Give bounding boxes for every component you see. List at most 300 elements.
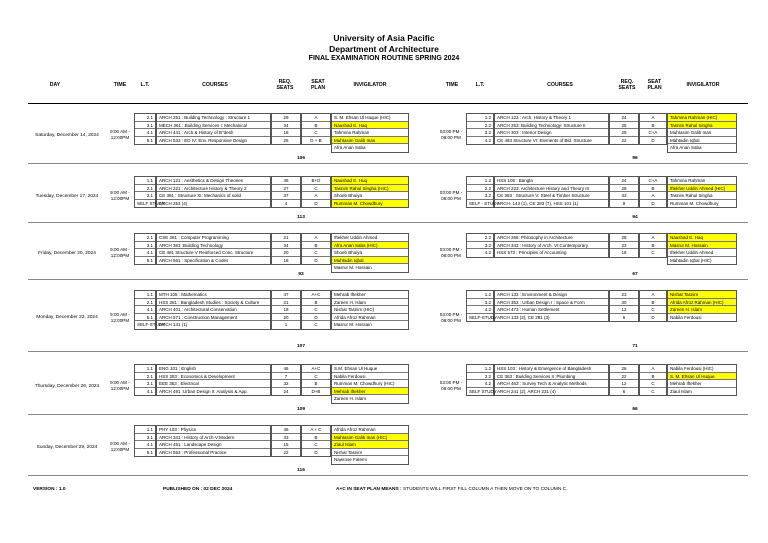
pm-seats-list-item: 23 — [610, 242, 638, 250]
pm-total-seats: 67 — [632, 272, 638, 277]
pm-seats-list-item: 30 — [610, 299, 638, 307]
pm-total-seats: 66 — [632, 407, 638, 412]
am-course-list-item: MTH 105 : Mathematics — [157, 291, 270, 299]
am-total-seats: 93 — [298, 272, 304, 277]
day-label: Tuesday, December 17, 2024 — [35, 193, 99, 199]
pm-seats-list-item: 6 — [622, 388, 626, 394]
pm-seats-list-item: 6 — [622, 314, 626, 320]
pm-plan-list — [639, 364, 667, 396]
am-seats-list — [271, 113, 301, 145]
am-total-seats: 116 — [297, 468, 305, 473]
pm-seats-list — [609, 364, 639, 396]
pm-plan-list — [639, 290, 667, 322]
pm-time-label: 03:00 PM - 06:00 PM — [439, 380, 463, 391]
am-invigilator-list-item: S. M. Ehsan Ul Haque (HIC) — [332, 114, 408, 122]
am-invigilator-list — [331, 425, 409, 465]
seat-plan-note-text: STUDENTS WILL FIRST FILL COLUMN A THEN MOVE ON TO COLUMN C. — [401, 487, 568, 492]
am-plan-list — [301, 233, 331, 265]
am-invigilator-list-item: Zareen H. Islam — [334, 396, 367, 402]
am-total-seats: 113 — [297, 215, 305, 220]
pm-seats-list-item: 28 — [610, 185, 638, 193]
published-label: PUBLISHED ON : 02 DEC 2024 — [163, 487, 233, 492]
am-seats-list-item: 18 — [272, 306, 300, 314]
am-course-list-item: ARCH 253 (4) — [159, 200, 188, 206]
am-seats-list-item: 27 — [272, 185, 300, 193]
pm-invigilator-list-item: Nabila Ferdousi (HIC) — [668, 365, 736, 373]
pm-seats-list-item: 22 — [621, 137, 627, 143]
am-lt-list-item: 4.1 — [146, 388, 153, 394]
am-seats-list-item: 18 — [272, 129, 300, 137]
am-invigilator-list-item: Rumman M. Chowdhury — [332, 200, 408, 208]
am-seats-list-item: 34 — [272, 122, 300, 130]
am-time-label: 9:00 AM - 12:00PM — [110, 247, 130, 258]
am-lt-list — [134, 113, 156, 145]
pm-invigilator-list-item: Nishat Tasnim — [668, 291, 736, 299]
am-invigilator-list-item: Nishat Tasnim — [332, 449, 408, 457]
pm-seats-list — [609, 290, 639, 322]
am-course-list-item: CE 481 Structure V Reinforced Conc. Structure — [157, 249, 270, 257]
am-plan-list-item: C — [314, 322, 318, 328]
pm-course-list-item: HSS 105 : Bangla — [495, 177, 608, 185]
am-total-seats: 107 — [296, 344, 305, 349]
am-course-list — [156, 290, 271, 330]
am-course-list — [156, 176, 271, 208]
pm-seats-list-item: 28 — [610, 234, 638, 242]
am-plan-list-item: A — [302, 234, 330, 242]
pm-seats-list-item: 24 — [610, 114, 638, 122]
am-course-list-item: ARCH 561 : Specification & Codes — [159, 257, 229, 263]
am-invigilator-list — [331, 176, 409, 208]
am-course-list-item: CSE 281 : Computer Programming — [157, 234, 270, 242]
am-lt-list-item: 3.1 — [135, 242, 155, 250]
day-divider — [28, 222, 748, 223]
pm-seats-list-item: 12 — [610, 306, 638, 314]
am-course-list — [156, 364, 271, 396]
pm-plan-list-item: B — [640, 122, 666, 130]
pm-invigilator-list-item: Tahmina Rahman (HIC) — [668, 114, 736, 122]
am-plan-list — [301, 290, 331, 330]
am-total-seats: 109 — [296, 407, 305, 412]
am-seats-list-item: 20 — [272, 314, 300, 322]
pm-lt-list-item: 2.2 — [467, 234, 493, 242]
pm-invigilator-list-item: Mehrab Iftekher — [668, 380, 736, 388]
am-plan-list-item: D — [314, 449, 318, 455]
am-time-label: 9:00 AM - 12:00PM — [110, 190, 130, 201]
pm-lt-list-item: 3.2 — [467, 242, 493, 250]
pm-course-list — [494, 290, 609, 322]
am-lt-list-item: 5.1 — [146, 137, 153, 143]
am-invigilator-list — [331, 113, 409, 153]
am-seats-list-item: 25 — [283, 137, 289, 143]
am-seats-list-item: 1 — [284, 322, 288, 328]
university-name: University of Asia Pacific — [333, 33, 435, 43]
header-invigilator: INVIGILATOR — [353, 82, 387, 89]
pm-course-list-item: ARCH- 143 (1), CE 283 (7), HSS 101 (1) — [497, 200, 579, 206]
pm-time-label: 03:00 PM - 06:00 PM — [439, 129, 463, 140]
am-lt-list-item: 2.1 — [135, 234, 155, 242]
am-plan-list-item: D+B — [311, 388, 321, 394]
pm-plan-list-item: B — [640, 299, 666, 307]
am-course-list-item: ARCH 401 : Architectural Conservation — [157, 306, 270, 314]
am-invigilator-list-item: Mehrab Iftekher — [332, 388, 408, 396]
routine-title: FINAL EXAMINATION ROUTINE SPRING 2024 — [308, 55, 460, 62]
pm-plan-list-item: C — [640, 306, 666, 314]
pm-course-list-item: ARCH 303 : Interior Design — [495, 129, 608, 137]
department-name: Department of Architecture — [329, 44, 439, 54]
pm-seats-list-item: 25 — [610, 129, 638, 137]
header-req-seats-pm: REQ. SEATS — [618, 79, 636, 91]
am-invigilator-list-item: Afra Anan Saba (HIC) — [332, 242, 408, 250]
pm-plan-list-item: B — [640, 185, 666, 193]
pm-lt-list — [466, 113, 494, 145]
day-label: Monday, December 23, 2024 — [36, 315, 98, 320]
pm-plan-list-item: B — [640, 242, 666, 250]
am-invigilator-list-item: Shoeb Bhuiya — [332, 192, 408, 200]
am-course-list — [156, 425, 271, 457]
am-plan-list-item: B — [302, 122, 330, 130]
day-divider — [28, 279, 748, 280]
pm-plan-list-item: C+A — [640, 129, 666, 137]
am-invigilator-list-item: Naushad E. Huq — [332, 177, 408, 185]
pm-time-label: 03:00 PM - 06:00 PM — [439, 311, 463, 323]
pm-plan-list-item: B — [640, 373, 666, 381]
am-course-list-item: ARCH 451 : Landscape Design — [157, 441, 270, 449]
am-course-list-item: EEE 363 : Electrical — [157, 380, 270, 388]
pm-plan-list-item: D — [651, 137, 655, 143]
am-invigilator-list-item: Masrur M. Hossain — [334, 322, 372, 328]
pm-invigilator-list-item: Afrida Afroz Rahman (HIC) — [668, 299, 736, 307]
am-invigilator-list-item: Muhtasim Galib Inan (HIC) — [332, 434, 408, 442]
am-plan-list — [301, 113, 331, 145]
header-seat-plan-pm: SEAT PLAN — [647, 79, 662, 91]
pm-lt-list-item: 3.2 — [467, 192, 493, 200]
am-lt-list-item: 1.1 — [135, 365, 155, 373]
pm-course-list-item: ARCH 241 (2), ARCH 231 (4) — [497, 388, 556, 394]
pm-seats-list — [609, 113, 639, 145]
day-label: Friday, December 20, 2024 — [38, 250, 96, 256]
header-lt-pm: L.T. — [475, 82, 485, 89]
am-invigilator-list-item: Afrida Afroz Rahman — [332, 426, 408, 434]
am-lt-list-item: 2.1 — [135, 373, 155, 381]
am-time-label: 9:00 AM - 12:00PM — [110, 311, 130, 323]
pm-course-list-item: CE 363 : Building Services II :Plumbing — [495, 373, 608, 381]
pm-lt-list-item: 1.2 — [467, 114, 493, 122]
pm-invigilator-list-item: Nabila Ferdousi — [670, 314, 702, 320]
pm-seats-list-item: 26 — [610, 365, 638, 373]
pm-plan-list-item: C — [651, 388, 655, 394]
am-course-list-item: ARCH 441 : Arch.& History of B"desh — [157, 129, 270, 137]
day-label: Sunday, December 29, 2024 — [36, 444, 98, 450]
day-label: Thursday, December 26, 2024 — [34, 383, 100, 389]
am-course-list-item: ARCH 363 :Building Technology — [157, 242, 270, 250]
pm-invigilator-list — [667, 233, 737, 265]
am-plan-list — [301, 176, 331, 208]
am-course-list-item: ARCH 491 :Urban Design II: Analysis & App. — [159, 388, 248, 394]
am-invigilator-list-item: Naushad E. Haq — [332, 122, 408, 130]
am-lt-list-item: 3.1 — [135, 122, 155, 130]
pm-invigilator-list-item: Iftekher Uddin Ahmed (HIC) — [668, 185, 736, 193]
am-course-list-item: ARCH 251 : Building Technology : Structure 1 — [157, 114, 270, 122]
pm-lt-list — [466, 364, 497, 396]
pm-invigilator-list-item: Afra Anan Saba — [670, 145, 702, 151]
pm-lt-list-item: 4.2 — [484, 137, 491, 143]
pm-plan-list-item: A — [640, 365, 666, 373]
am-plan-list-item: C — [302, 373, 330, 381]
am-lt-list-item: 3.1 — [135, 380, 155, 388]
am-invigilator-list-item: Zareen H. Islam — [332, 299, 408, 307]
pm-course-list-item: ARCH 123 : Arch. History & Theory 1 — [495, 114, 608, 122]
am-plan-list-item: D — [314, 200, 318, 206]
pm-course-list-item: ARCH 253: Building Technology: Structure II — [495, 122, 608, 130]
pm-lt-list-item: 2.2 — [467, 185, 493, 193]
pm-course-list-item: ARCH 353 : Urban Design I : Space & Form — [495, 299, 608, 307]
pm-course-list-item: ARCH 265: Philosophy in Architecture — [495, 234, 608, 242]
day-divider — [28, 475, 748, 476]
am-lt-list-item: 1.1 — [135, 177, 155, 185]
pm-lt-list-item: SELF-STUDY — [469, 314, 498, 320]
am-invigilator-list-item: Tahmina Rahman — [332, 129, 408, 137]
am-seats-list — [271, 425, 301, 457]
pm-course-list — [494, 113, 609, 145]
am-lt-list-item: 4.1 — [135, 441, 155, 449]
am-course-list-item: ARCH 141 (1) — [159, 322, 188, 328]
pm-invigilator-list-item: Mahtadin Iqbal — [668, 137, 736, 145]
am-course-list-item: PHY 103 : Physics — [157, 426, 270, 434]
am-time-label: 9:00 AM - 12:00PM — [110, 129, 130, 140]
pm-course-list-item: CE 483 Structure VI: Elements of Bld. Structure — [497, 137, 592, 143]
version-label: VERSION : 1.0 — [33, 487, 66, 492]
pm-invigilator-list-item: Rumman M. Chowdhury — [670, 200, 719, 206]
am-plan-list-item: B — [302, 434, 330, 442]
am-seats-list-item: 32 — [272, 380, 300, 388]
am-invigilator-list-item: Afrida Afroz Rahman — [332, 314, 408, 322]
am-seats-list-item: 21 — [272, 234, 300, 242]
am-invigilator-list-item: Afra Anan Saba — [334, 145, 366, 151]
pm-course-list — [494, 364, 609, 396]
am-plan-list-item: C — [302, 306, 330, 314]
pm-seats-list — [609, 176, 639, 208]
am-plan-list-item: C — [302, 129, 330, 137]
am-lt-list-item: 4.1 — [135, 306, 155, 314]
pm-course-list-item: ARCH 223: Architecture History and Theory III — [495, 185, 608, 193]
pm-lt-list-item: 1.2 — [467, 365, 493, 373]
am-seats-list-item: 24 — [283, 388, 289, 394]
pm-plan-list — [639, 176, 667, 208]
am-total-seats: 106 — [296, 156, 305, 161]
header-divider — [28, 103, 748, 104]
am-course-list-item: ARCH 571 : Construction Management — [157, 314, 270, 322]
am-seats-list-item: 45 — [272, 177, 300, 185]
am-course-list-item: ARCH 121 : Aesthetics & Design Theories — [157, 177, 270, 185]
header-req-seats: REQ. SEATS — [276, 79, 294, 91]
pm-seats-list-item: 9 — [622, 200, 626, 206]
am-seats-list-item: 4 — [284, 200, 288, 206]
pm-plan-list-item: A — [640, 192, 666, 200]
am-course-list — [156, 113, 271, 145]
am-lt-list — [134, 364, 156, 396]
pm-total-seats: 96 — [632, 156, 638, 161]
pm-invigilator-list-item: Iftekher Uddin Ahmed — [668, 249, 736, 257]
pm-lt-list — [466, 176, 500, 208]
am-plan-list-item: C — [302, 249, 330, 257]
am-course-list-item: HSS 281 : Bangladesh Studies : Society & Culture — [157, 299, 270, 307]
header-seat-plan: SEAT PLAN — [310, 79, 326, 91]
am-plan-list-item: B — [302, 380, 330, 388]
am-seats-list — [271, 290, 301, 330]
am-lt-list-item: 5.1 — [146, 257, 153, 263]
pm-invigilator-list-item: Zareen H. Islam — [668, 306, 736, 314]
am-plan-list-item: A — [302, 192, 330, 200]
am-course-list-item: ENG 101 : English — [157, 365, 270, 373]
header-courses-pm: COURSES — [547, 82, 573, 89]
pm-seats-list-item: 24 — [610, 177, 638, 185]
am-course-list-item: ARCH 341 : History of Arch-V:Modern — [157, 434, 270, 442]
pm-invigilator-list-item: Muhtasim Galib Inan — [668, 129, 736, 137]
am-invigilator-list-item: Nabila Ferdousi — [332, 373, 408, 381]
am-seats-list-item: 33 — [272, 434, 300, 442]
am-lt-list-item: SELF STUDY — [137, 200, 165, 206]
am-plan-list-item: D — [302, 314, 330, 322]
pm-plan-list-item: A — [640, 114, 666, 122]
am-seats-list-item: 47 — [272, 291, 300, 299]
am-invigilator-list-item: Mehrab Iftekher — [332, 291, 408, 299]
day-divider — [28, 163, 748, 164]
pm-lt-list — [466, 233, 494, 258]
am-lt-list — [134, 425, 156, 457]
header-courses: COURSES — [202, 82, 228, 89]
am-invigilator-list-item: S.M. Ehsan Ul Huque — [332, 365, 408, 373]
am-lt-list-item: 1.1 — [135, 291, 155, 299]
am-course-list-item: ARCH 553 : Professional Practice — [159, 449, 227, 455]
am-invigilator-list-item: Ziaul Islam — [332, 441, 408, 449]
am-lt-list — [134, 233, 156, 265]
am-seats-list — [271, 233, 301, 265]
am-seats-list-item: 20 — [272, 249, 300, 257]
am-plan-list — [301, 425, 331, 457]
am-course-list-item: CE 381 : Structure XI: Mechanics of solid — [157, 192, 270, 200]
am-invigilator-list-item: Nawrose Fatemi — [334, 457, 367, 463]
am-course-list-item: HSS 283 : Economics & Development — [157, 373, 270, 381]
pm-course-list — [494, 176, 609, 208]
pm-plan-list-item: C+A — [640, 177, 666, 185]
header-time-pm: TIME — [445, 82, 459, 89]
am-seats-list — [271, 176, 301, 208]
pm-lt-list-item: SELF - STUDY — [469, 200, 500, 206]
am-lt-list-item: 2.1 — [135, 185, 155, 193]
pm-time-label: 03:00 PM - 06:00 PM — [439, 247, 463, 258]
pm-lt-list-item: 3.2 — [467, 129, 493, 137]
pm-plan-list-item: A — [640, 234, 666, 242]
am-invigilator-list-item: Muhtadin Iqbal — [332, 257, 408, 265]
am-seats-list-item: 46 — [272, 426, 300, 434]
pm-seats-list-item: 33 — [610, 192, 638, 200]
pm-lt-list-item: SELF STUDY — [469, 388, 497, 394]
am-seats-list-item: 18 — [283, 257, 289, 263]
am-plan-list — [301, 364, 331, 396]
am-lt-list-item: 4.1 — [135, 129, 155, 137]
pm-course-list-item: ARCH 133 : Environment & Design — [495, 291, 608, 299]
am-seats-list-item: 37 — [272, 192, 300, 200]
pm-seats-list-item: 22 — [610, 373, 638, 381]
am-plan-list-item: D + B — [310, 137, 322, 143]
am-plan-list-item: A+C — [302, 291, 330, 299]
am-time-label: 9:00 AM - 12:00PM — [110, 441, 130, 452]
header-day: DAY — [49, 82, 61, 89]
am-lt-list-item: 5.1 — [135, 314, 155, 322]
am-course-list-item: ARCH 221 : Architecture History & Theory 2 — [157, 185, 270, 193]
header-invigilator-pm: INVIGILATOR — [686, 82, 720, 89]
am-plan-list-item: A — [302, 114, 330, 122]
pm-lt-list-item: 2.2 — [467, 122, 493, 130]
seat-plan-note — [336, 487, 567, 492]
pm-plan-list-item: D — [651, 314, 655, 320]
pm-invigilator-list-item: Naushad E. Haq — [668, 234, 736, 242]
am-seats-list-item: 15 — [272, 441, 300, 449]
am-invigilator-list-item: Muhtasim Galib Inan — [332, 137, 408, 145]
pm-lt-list-item: 4.2 — [467, 380, 493, 388]
am-invigilator-list — [331, 364, 409, 404]
am-invigilator-list-item: Tasnim Rahul Singha (HIC) — [332, 185, 408, 193]
pm-invigilator-list-item: Tasnim Rahul Singha — [668, 192, 736, 200]
am-lt-list-item: 2.1 — [135, 114, 155, 122]
pm-seats-list-item: 23 — [610, 291, 638, 299]
pm-course-list-item: HSS 573 : Principles of Accounting — [497, 250, 567, 256]
pm-lt-list — [466, 290, 498, 322]
pm-lt-list-item: 3.2 — [467, 373, 493, 381]
am-seats-list-item: 7 — [272, 373, 300, 381]
pm-plan-list-item: D — [651, 200, 655, 206]
pm-time-label: 03:00 PM - 06:00 PM — [439, 190, 463, 201]
am-seats-list-item: 22 — [283, 449, 289, 455]
pm-lt-list-item: 4.2 — [467, 306, 493, 314]
am-plan-list-item: C — [302, 441, 330, 449]
am-lt-list-item: SELF-STUDY — [137, 322, 166, 328]
am-seats-list — [271, 364, 301, 396]
pm-total-seats: 94 — [632, 215, 638, 220]
am-seats-list-item: 34 — [272, 242, 300, 250]
pm-course-list-item: ARCH 343 : History of Arch. VI:Contemporary — [495, 242, 608, 250]
pm-seats-list-item: 12 — [610, 380, 638, 388]
am-time-label: 9:00 AM - 12:00PM — [110, 380, 130, 391]
pm-plan-list-item: C — [640, 380, 666, 388]
pm-course-list — [494, 233, 609, 258]
pm-invigilator-list-item: Mahtadin Iqbal (HIC) — [670, 257, 712, 263]
pm-total-seats: 71 — [632, 344, 638, 349]
am-invigilator-list-item: Rumman M. Chowdhury (HIC) — [332, 380, 408, 388]
pm-lt-list-item: 3.2 — [467, 299, 493, 307]
am-course-list-item: ARCH 533 : ED IV: Env. Responsive Design — [159, 137, 248, 143]
header-lt: L.T. — [140, 82, 150, 89]
pm-plan-list — [639, 113, 667, 145]
pm-invigilator-list — [667, 290, 737, 322]
am-course-list — [156, 233, 271, 265]
am-seats-list-item: 21 — [272, 299, 300, 307]
am-plan-list-item: A+C — [302, 365, 330, 373]
am-lt-list-item: 4.1 — [135, 249, 155, 257]
am-lt-list-item: 1.1 — [135, 426, 155, 434]
am-lt-list — [134, 290, 166, 330]
pm-invigilator-list-item: Masrur M. Hossain — [668, 242, 736, 250]
am-invigilator-list — [331, 290, 409, 330]
pm-lt-list-item: 1.2 — [467, 291, 493, 299]
seat-plan-note-label: A+C IN SEAT PLAN MEANS : — [336, 487, 402, 492]
pm-invigilator-list-item: Tasnim Rahul Singha — [668, 122, 736, 130]
am-invigilator-list-item: Shoeb Bhuiya — [332, 249, 408, 257]
am-course-list-item: MECH 361 : Building Services I: Mechanical — [157, 122, 270, 130]
am-lt-list-item: 2.1 — [135, 299, 155, 307]
pm-plan-list — [639, 233, 667, 258]
pm-course-list-item: CE 383 : Structure V: Steel & Timber Structure — [495, 192, 608, 200]
